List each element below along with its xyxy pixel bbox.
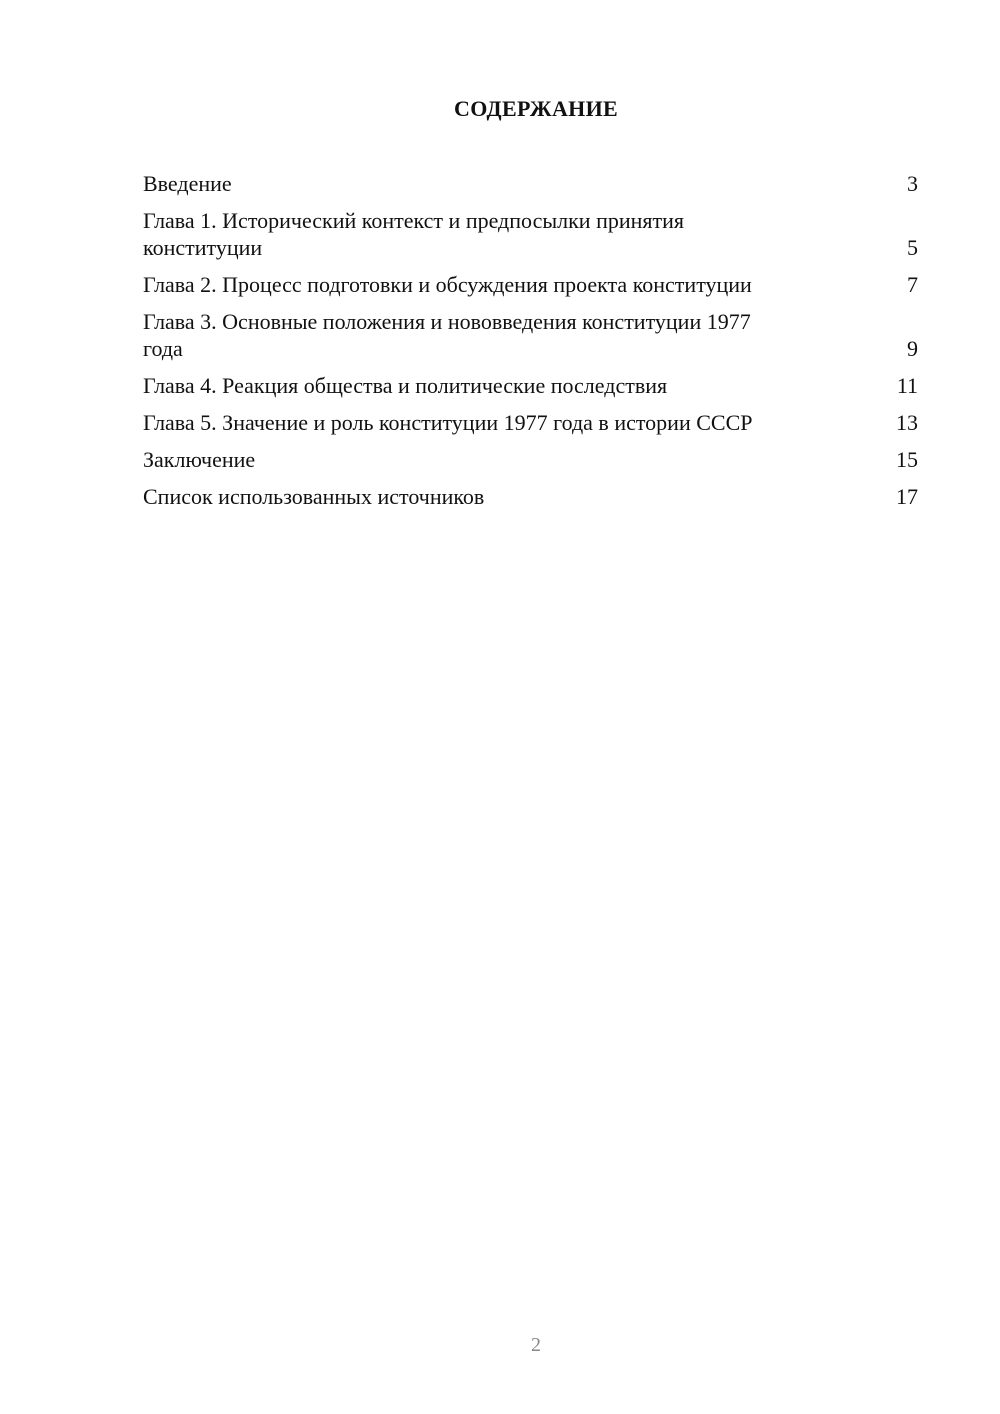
toc-entry-introduction xyxy=(143,170,918,197)
toc-entry-chapter-3 xyxy=(143,308,918,362)
toc-entry-text: Глава 5. Значение и роль конституции 1977 года в истории СССР xyxy=(143,410,753,435)
toc-entry-text: Заключение xyxy=(143,447,256,472)
toc-entry-page: 11 xyxy=(896,373,918,398)
toc-entry-text: Глава 4. Реакция общества и политические последствия xyxy=(143,373,668,398)
toc-entry-chapter-1 xyxy=(143,207,918,261)
toc-entry-chapter-4 xyxy=(143,372,918,399)
toc-entry-page: 15 xyxy=(896,447,918,472)
toc-entry-text: Глава 3. Основные положения и нововведения конституции 1977 года xyxy=(143,309,751,361)
toc-entry-text: Список использованных источников xyxy=(143,484,485,509)
toc-title: СОДЕРЖАНИЕ xyxy=(454,96,618,121)
toc-entry-page: 7 xyxy=(907,272,918,297)
page-number: 2 xyxy=(531,1334,541,1356)
toc-entry-chapter-2 xyxy=(143,271,918,298)
toc-list xyxy=(143,170,918,520)
toc-entry-text: Введение xyxy=(143,171,232,196)
toc-entry-chapter-5 xyxy=(143,409,918,436)
toc-entry-page: 5 xyxy=(907,235,918,260)
toc-entry-text: Глава 2. Процесс подготовки и обсуждения проекта конституции xyxy=(143,272,752,297)
toc-entry-page: 13 xyxy=(896,410,918,435)
toc-entry-page: 17 xyxy=(896,484,918,509)
toc-entry-page: 9 xyxy=(907,336,918,361)
toc-entry-conclusion xyxy=(143,446,918,473)
toc-entry-references xyxy=(143,483,918,510)
toc-entry-page: 3 xyxy=(907,171,918,196)
toc-entry-text: Глава 1. Исторический контекст и предпосылки принятия конституции xyxy=(143,208,685,260)
